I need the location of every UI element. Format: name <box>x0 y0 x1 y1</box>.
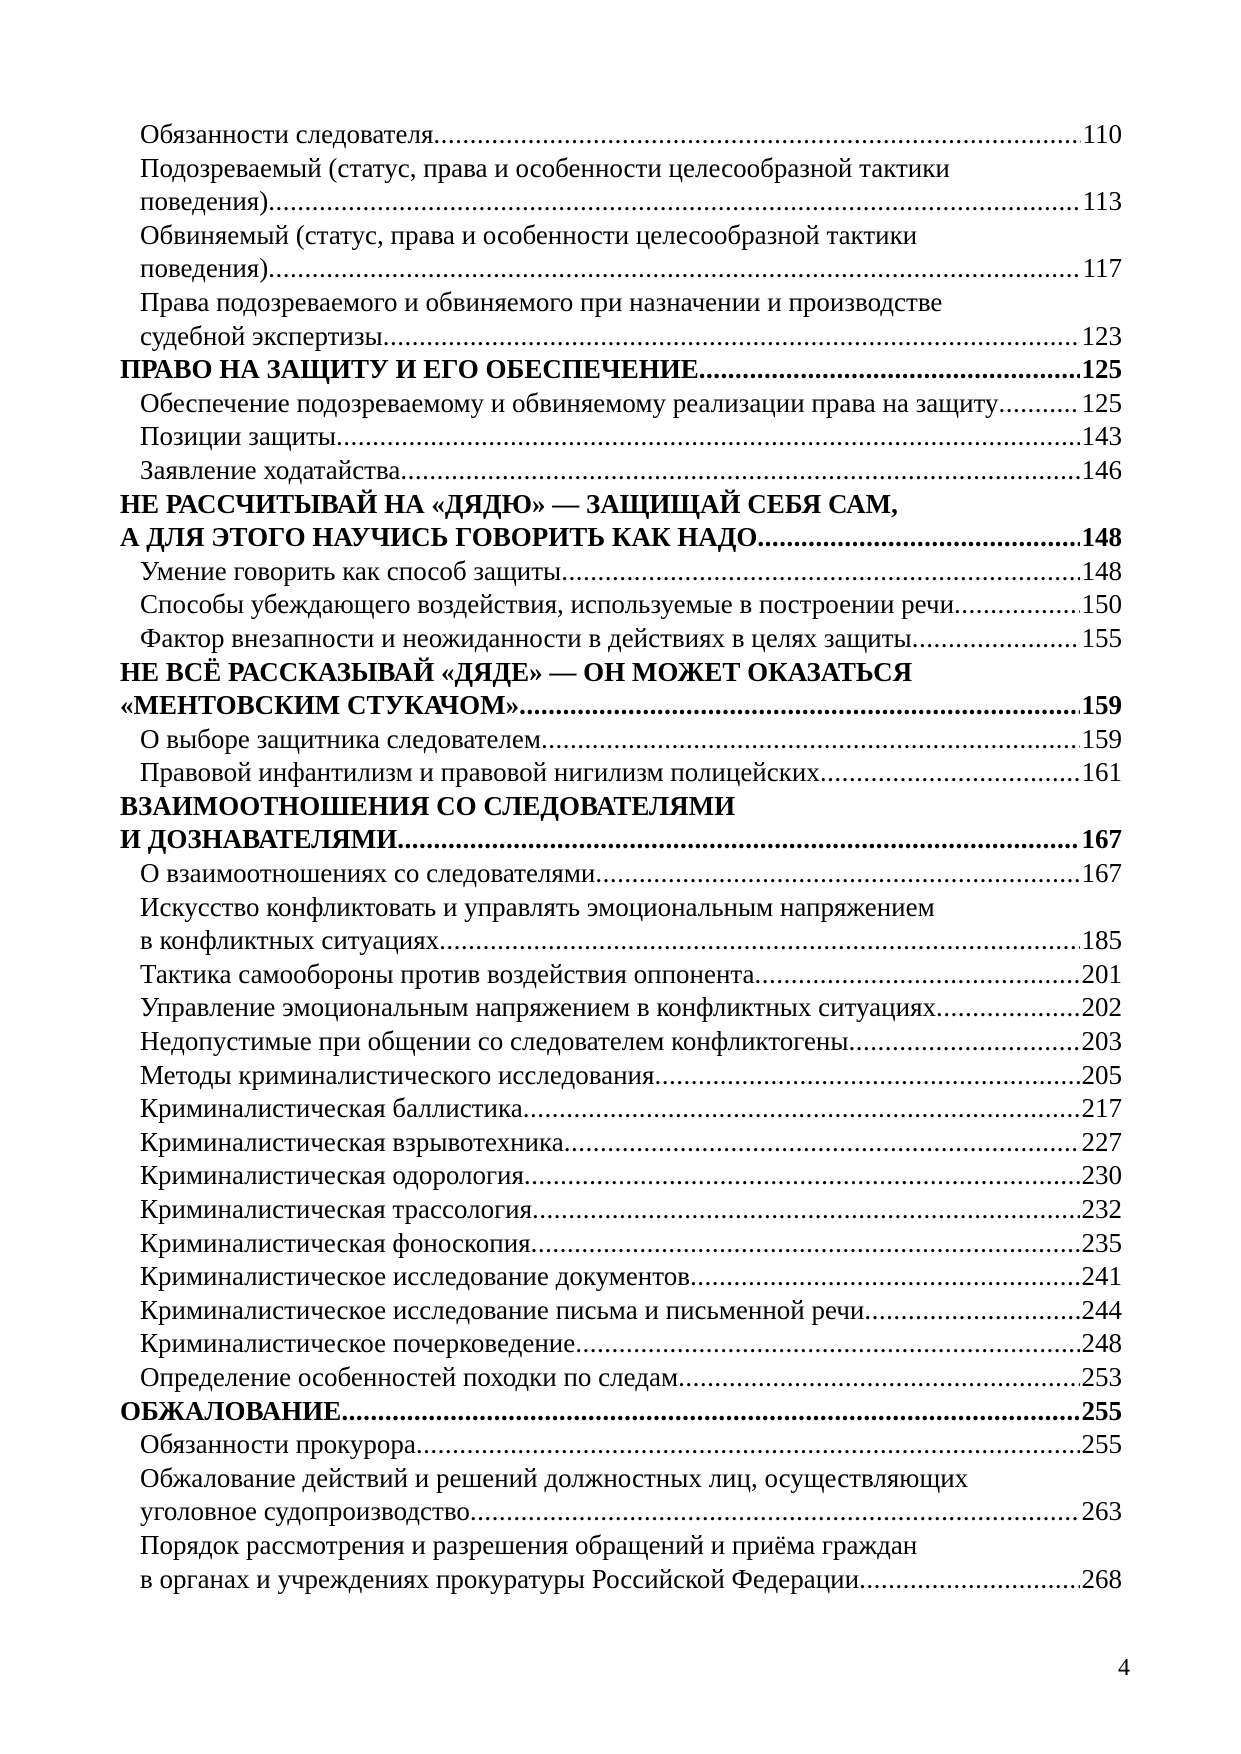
toc-page-number: 148 <box>1081 522 1122 553</box>
toc-entry-title: Позиции защиты <box>140 421 337 452</box>
toc-entry-title: Порядок рассмотрения и разрешения обращений и приёма граждан <box>140 1529 918 1560</box>
toc-page-number: 268 <box>1081 1563 1122 1594</box>
dot-leader <box>849 1025 1080 1059</box>
toc-page-number: 123 <box>1081 320 1122 351</box>
toc-entry-title: Недопустимые при общении со следователем конфликтогены <box>140 1026 849 1057</box>
toc-entry[interactable] <box>120 1361 1122 1395</box>
dot-leader <box>400 454 1079 488</box>
toc-page-number: 201 <box>1081 958 1122 989</box>
toc-entry[interactable] <box>120 1462 1122 1529</box>
toc-line <box>120 1529 1122 1563</box>
toc-line <box>120 118 1122 152</box>
toc-line <box>120 588 1122 622</box>
dot-leader <box>678 1361 1079 1395</box>
toc-line <box>120 286 1122 320</box>
toc-entry-title: Права подозреваемого и обвиняемого при назначении и производстве <box>140 286 943 317</box>
dot-leader <box>954 588 1079 622</box>
toc-entry-title: Криминалистическая фоноскопия <box>140 1227 531 1258</box>
toc-page-number: 248 <box>1081 1328 1122 1359</box>
toc-entry[interactable] <box>120 219 1122 286</box>
toc-line <box>120 185 1122 219</box>
toc-line <box>120 1260 1122 1294</box>
toc-page-number: 255 <box>1081 1395 1122 1426</box>
toc-line <box>120 1395 1122 1429</box>
toc-line <box>120 790 1122 824</box>
toc-entry[interactable] <box>120 1294 1122 1328</box>
toc-entry-title: в конфликтных ситуациях <box>140 925 440 956</box>
dot-leader <box>755 958 1080 992</box>
toc-line <box>120 1563 1122 1597</box>
dot-leader <box>531 1227 1080 1261</box>
toc-entry-title: НЕ РАССЧИТЫВАЙ НА «ДЯДЮ» — ЗАЩИЩАЙ СЕБЯ САМ, <box>120 488 898 519</box>
toc-entry[interactable] <box>120 756 1122 790</box>
toc-line <box>120 387 1122 421</box>
toc-line <box>120 252 1122 286</box>
toc-entry[interactable] <box>120 1227 1122 1261</box>
toc-page-number: 146 <box>1081 454 1122 485</box>
toc-entry-title: Криминалистическая взрывотехника <box>140 1126 564 1157</box>
toc-section-heading[interactable] <box>120 656 1122 723</box>
toc-entry-title: Умение говорить как способ защиты <box>140 555 562 586</box>
toc-page-number: 263 <box>1081 1496 1122 1527</box>
dot-leader <box>859 1563 1079 1597</box>
toc-entry[interactable] <box>120 1193 1122 1227</box>
toc-section-heading[interactable] <box>120 1395 1122 1429</box>
toc-section-heading[interactable] <box>120 488 1122 555</box>
toc-entry-title: судебной экспертизы <box>140 320 383 351</box>
dot-leader <box>564 1126 1080 1160</box>
dot-leader <box>820 756 1080 790</box>
dot-leader <box>757 521 1079 555</box>
toc-entry[interactable] <box>120 891 1122 958</box>
toc-line <box>120 1059 1122 1093</box>
toc-entry[interactable] <box>120 1260 1122 1294</box>
toc-line <box>120 1462 1122 1496</box>
dot-leader <box>268 185 1080 219</box>
toc-entry-title: И ДОЗНАВАТЕЛЯМИ <box>120 824 398 855</box>
toc-entry[interactable] <box>120 1428 1122 1462</box>
toc-entry[interactable] <box>120 723 1122 757</box>
toc-page-number: 253 <box>1081 1361 1122 1392</box>
toc-line <box>120 454 1122 488</box>
toc-line <box>120 555 1122 589</box>
toc-entry-title: «МЕНТОВСКИМ СТУКАЧОМ» <box>120 690 520 721</box>
toc-entry[interactable] <box>120 588 1122 622</box>
toc-line <box>120 823 1122 857</box>
toc-line <box>120 1428 1122 1462</box>
toc-entry[interactable] <box>120 1327 1122 1361</box>
toc-entry-title: ВЗАИМООТНОШЕНИЯ СО СЛЕДОВАТЕЛЯМИ <box>120 790 736 821</box>
toc-line <box>120 320 1122 354</box>
toc-line <box>120 1193 1122 1227</box>
toc-page-number: 159 <box>1081 690 1122 721</box>
dot-leader <box>523 1092 1080 1126</box>
toc-entry[interactable] <box>120 555 1122 589</box>
toc-entry[interactable] <box>120 1529 1122 1596</box>
toc-entry-title: Определение особенностей походки по следам <box>140 1361 679 1392</box>
toc-page-number: 205 <box>1081 1059 1122 1090</box>
toc-line <box>120 488 1122 522</box>
toc-entry-title: Криминалистическое исследование письма и письменной речи <box>140 1294 865 1325</box>
toc-line <box>120 1126 1122 1160</box>
toc-line <box>120 891 1122 925</box>
toc-entry-title: Обвиняемый (статус, права и особенности целесообразной тактики <box>140 219 918 250</box>
page-number: 4 <box>1118 1655 1130 1681</box>
toc-entry[interactable] <box>120 991 1122 1025</box>
toc-entry-title: ПРАВО НА ЗАЩИТУ И ЕГО ОБЕСПЕЧЕНИЕ <box>120 354 699 385</box>
toc-entry-title: Обжалование действий и решений должностных лиц, осуществляющих <box>140 1462 969 1493</box>
toc-entry-title: Методы криминалистического исследования <box>140 1059 655 1090</box>
toc-line <box>120 521 1122 555</box>
dot-leader <box>433 118 1080 152</box>
toc-entry[interactable] <box>120 1126 1122 1160</box>
dot-leader <box>470 1495 1080 1529</box>
dot-leader <box>524 1159 1080 1193</box>
toc-page-number: 241 <box>1081 1261 1122 1292</box>
toc-entry[interactable] <box>120 152 1122 219</box>
dot-leader <box>699 353 1080 387</box>
toc-entry-title: Криминалистическая трассология <box>140 1194 533 1224</box>
toc-page-number: 125 <box>1081 354 1122 385</box>
toc-entry-title: уголовное судопроизводство <box>140 1496 470 1527</box>
dot-leader <box>416 1428 1080 1462</box>
toc-page-number: 167 <box>1081 858 1122 889</box>
toc-entry-title: Правовой инфантилизм и правовой нигилизм полицейских <box>140 757 820 788</box>
dot-leader <box>575 1327 1079 1361</box>
toc-line <box>120 723 1122 757</box>
toc-page-number: 227 <box>1081 1126 1122 1157</box>
toc-line <box>120 857 1122 891</box>
toc-entry-title: Способы убеждающего воздействия, используемые в построении речи <box>140 589 955 620</box>
toc-section-heading[interactable] <box>120 353 1122 387</box>
toc-entry-title: НЕ ВСЁ РАССКАЗЫВАЙ «ДЯДЕ» — ОН МОЖЕТ ОКАЗАТЬСЯ <box>120 656 913 687</box>
toc-entry[interactable] <box>120 286 1122 353</box>
toc-entry[interactable] <box>120 118 1122 152</box>
dot-leader <box>561 555 1079 589</box>
toc-page-number: 155 <box>1081 622 1122 653</box>
dot-leader <box>397 823 1079 857</box>
toc-entry-title: Искусство конфликтовать и управлять эмоциональным напряжением <box>140 891 935 922</box>
toc-page-number: 217 <box>1081 1093 1122 1124</box>
toc-page-number: 167 <box>1081 824 1122 855</box>
dot-leader <box>998 387 1079 421</box>
toc-page-number: 148 <box>1081 555 1122 586</box>
toc-line <box>120 689 1122 723</box>
dot-leader <box>541 723 1080 757</box>
toc-entry-title: А ДЛЯ ЭТОГО НАУЧИСЬ ГОВОРИТЬ КАК НАДО <box>120 522 758 553</box>
dot-leader <box>864 1294 1079 1328</box>
toc-entry-title: О взаимоотношениях со следователями <box>140 858 596 889</box>
dot-leader <box>268 252 1080 286</box>
toc-line <box>120 1159 1122 1193</box>
toc-page-number: 143 <box>1081 421 1122 452</box>
dot-leader <box>936 991 1080 1025</box>
toc-entry[interactable] <box>120 454 1122 488</box>
dot-leader <box>336 420 1079 454</box>
toc-entry-title: Криминалистическая баллистика <box>140 1093 523 1124</box>
toc-line <box>120 420 1122 454</box>
toc-page-number: 161 <box>1081 757 1122 788</box>
toc-entry-title: Криминалистическое исследование документов <box>140 1261 690 1292</box>
toc-entry[interactable] <box>120 1159 1122 1193</box>
toc-entry-title: Фактор внезапности и неожиданности в действиях в целях защиты <box>140 622 912 653</box>
toc-entry-title: Обязанности прокурора <box>140 1429 416 1460</box>
toc-entry-title: Тактика самообороны против воздействия оппонента <box>140 958 755 989</box>
toc-entry-title: Криминалистическое почерковедение <box>140 1328 576 1359</box>
toc-line <box>120 1327 1122 1361</box>
toc-page-number: 113 <box>1082 186 1122 217</box>
toc-entry-title: в органах и учреждениях прокуратуры Российской Федерации <box>140 1563 860 1594</box>
toc-line <box>120 219 1122 253</box>
toc-page-number: 185 <box>1081 925 1122 956</box>
toc-entry-title: поведения) <box>140 186 269 217</box>
toc-entry[interactable] <box>120 1025 1122 1059</box>
toc-line <box>120 991 1122 1025</box>
toc-entry-title: Управление эмоциональным напряжением в конфликтных ситуациях <box>140 992 936 1023</box>
toc-line <box>120 756 1122 790</box>
toc-entry-title: Заявление ходатайства <box>140 454 401 485</box>
dot-leader <box>341 1395 1079 1429</box>
toc-line <box>120 152 1122 186</box>
toc-page-number: 244 <box>1081 1294 1122 1325</box>
dot-leader <box>595 857 1079 891</box>
toc-line <box>120 1092 1122 1126</box>
dot-leader <box>439 924 1079 958</box>
toc-entry[interactable] <box>120 387 1122 421</box>
dot-leader <box>532 1193 1079 1227</box>
toc-line <box>120 622 1122 656</box>
dot-leader <box>690 1260 1080 1294</box>
toc-entry[interactable] <box>120 958 1122 992</box>
toc-entry-title: О выборе защитника следователем <box>140 723 541 754</box>
toc-line <box>120 353 1122 387</box>
toc-entry-title: Криминалистическая одорология <box>140 1160 524 1191</box>
toc-line <box>120 1227 1122 1261</box>
toc-page-number: 159 <box>1081 723 1122 754</box>
dot-leader <box>383 320 1080 354</box>
toc-page-number: 232 <box>1081 1194 1122 1224</box>
toc-entry-title: Обеспечение подозреваемому и обвиняемому реализации права на защиту <box>140 387 999 418</box>
toc-line <box>120 1025 1122 1059</box>
toc-page-number: 255 <box>1081 1429 1122 1460</box>
table-of-contents <box>120 118 1122 1596</box>
dot-leader <box>519 689 1079 723</box>
toc-entry-title: ОБЖАЛОВАНИЕ <box>120 1395 342 1426</box>
toc-line <box>120 924 1122 958</box>
dot-leader <box>912 622 1080 656</box>
toc-entry-title: Подозреваемый (статус, права и особенности целесообразной тактики <box>140 152 950 183</box>
toc-line <box>120 1361 1122 1395</box>
toc-page-number: 117 <box>1082 253 1122 284</box>
toc-section-heading[interactable] <box>120 790 1122 857</box>
toc-line <box>120 1294 1122 1328</box>
toc-line <box>120 1495 1122 1529</box>
toc-line <box>120 656 1122 690</box>
toc-line <box>120 958 1122 992</box>
dot-leader <box>654 1059 1079 1093</box>
toc-entry[interactable] <box>120 420 1122 454</box>
toc-page-number: 203 <box>1081 1026 1122 1057</box>
toc-page-number: 150 <box>1081 589 1122 620</box>
toc-page-number: 202 <box>1081 992 1122 1023</box>
toc-page-number: 235 <box>1081 1227 1122 1258</box>
toc-entry[interactable] <box>120 1059 1122 1093</box>
toc-entry[interactable] <box>120 1092 1122 1126</box>
toc-entry-title: Обязанности следователя <box>140 119 434 149</box>
toc-page-number: 230 <box>1081 1160 1122 1191</box>
toc-page-number: 110 <box>1082 119 1122 149</box>
toc-entry-title: поведения) <box>140 253 269 284</box>
toc-entry[interactable] <box>120 622 1122 656</box>
toc-entry[interactable] <box>120 857 1122 891</box>
toc-page-number: 125 <box>1081 387 1122 418</box>
